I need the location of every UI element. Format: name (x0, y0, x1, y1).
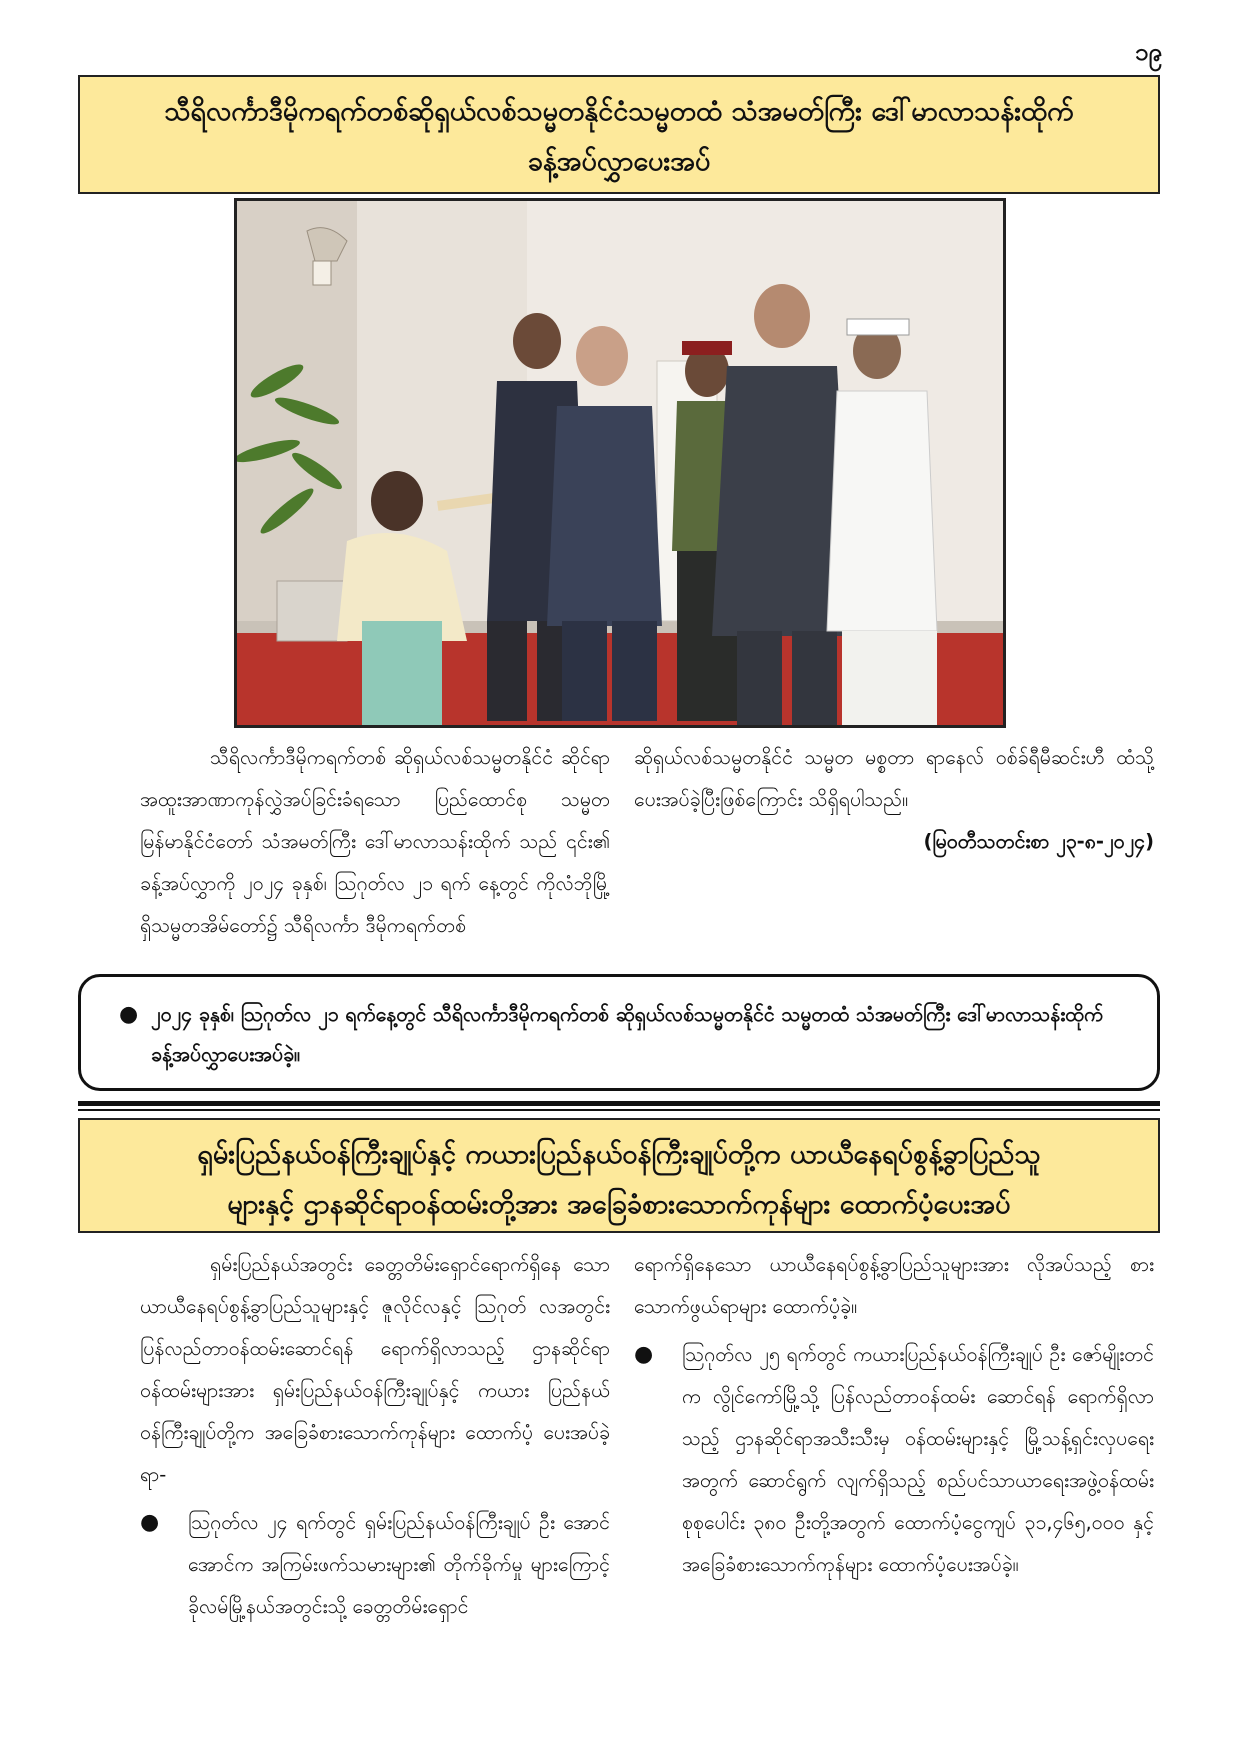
article-1-paragraph-left: သီရိလင်္ကာဒီမိုကရက်တစ် ဆိုရှယ်လစ်သမ္မတနိုင်ငံ ဆိုင်ရာ အထူးအာဏာကုန်လွှဲအပ်ခြင်းခံရသော ပြည်ထောင်စု သမ္မတမြန်မာနိုင်ငံတော် သံအမတ်ကြီး ဒေါ်မာလာသန်းထိုက် သည် ၎င်း၏ ခန့်အပ်လွှာကို ၂၀၂၄ ခုနှစ်၊ ဩဂုတ်လ ၂၁ ရက် နေ့တွင် ကိုလံဘိုမြို့ရှိသမ္မတအိမ်တော်၌ သီရိလင်္ကာ ဒီမိုကရက်တစ် (140, 746, 610, 937)
article-1-summary: ၂၀၂၄ ခုနှစ်၊ ဩဂုတ်လ ၂၁ ရက်နေ့တွင် သီရိလင်္ကာဒီမိုကရက်တစ် ဆိုရှယ်လစ်သမ္မတနိုင်ငံ သမ္မတထံ သံအမတ်ကြီး ဒေါ်မာလာသန်းထိုက် ခန့်အပ်လွှာပေးအပ်ခဲ့။ (151, 1003, 1104, 1066)
bullet-icon: ● (634, 1342, 654, 1367)
article-2-bullet-1-text: ဩဂုတ်လ ၂၄ ရက်တွင် ရှမ်းပြည်နယ်ဝန်ကြီးချုပ် ဦး အောင်အောင်က အကြမ်းဖက်သမားများ၏ တိုက်ခိုက်မှု များကြောင့် ခိုလမ်မြို့နယ်အတွင်းသို့ ခေတ္တတိမ်းရှောင် (188, 1511, 610, 1618)
article-1-title (78, 75, 1160, 194)
article-1-column-right (634, 737, 1154, 863)
ceremony-photo (234, 198, 1006, 728)
bullet-icon: ● (119, 1002, 139, 1027)
article-2-title-line-2: များနှင့် ဌာနဆိုင်ရာဝန်ထမ်းတို့အား အခြေခံစားသောက်ကုန်များ ထောက်ပံ့ပေးအပ် (227, 1189, 1011, 1220)
section-divider-thin (78, 1109, 1160, 1111)
article-1-title-line-1: သီရိလင်္ကာဒီမိုကရက်တစ်ဆိုရှယ်လစ်သမ္မတနိုင်ငံသမ္မတထံ သံအမတ်ကြီး ဒေါ်မာလာသန်းထိုက် (164, 96, 1074, 127)
section-divider (78, 1101, 1160, 1106)
article-2-intro: ရှမ်းပြည်နယ်အတွင်း ခေတ္တတိမ်းရှောင်ရောက်ရှိနေ သော ယာယီနေရပ်စွန့်ခွာပြည်သူများနှင့် ဇူလိုင်လနှင့် ဩဂုတ် လအတွင်း ပြန်လည်တာဝန်ထမ်းဆောင်ရန် ရောက်ရှိလာသည့် ဌာနဆိုင်ရာဝန်ထမ်းများအား ရှမ်းပြည်နယ်ဝန်ကြီးချုပ်နှင့် ကယား ပြည်နယ်ဝန်ကြီးချုပ်တို့က အခြေခံစားသောက်ကုန်များ ထောက်ပံ့ ပေးအပ်ခဲ့ရာ- (140, 1253, 610, 1486)
article-2-bullet-1 (140, 1502, 610, 1628)
article-2-bullet-1-continued: ရောက်ရှိနေသော ယာယီနေရပ်စွန့်ခွာပြည်သူများအား လိုအပ်သည့် စားသောက်ဖွယ်ရာများ ထောက်ပံ့ခဲ့။ (634, 1253, 1154, 1318)
article-1-summary-box (78, 974, 1160, 1091)
article-1-paragraph-right: ဆိုရှယ်လစ်သမ္မတနိုင်ငံ သမ္မတ မစ္စတာ ရာနေလ် ဝစ်ခ်ရီမီဆင်းဟီ ထံသို့ ပေးအပ်ခဲ့ပြီးဖြစ်ကြောင်း သိရှိရပါသည်။ (634, 746, 1154, 811)
article-1-title-line-2: ခန့်အပ်လွှာပေးအပ် (527, 146, 711, 177)
article-2-title-line-1: ရှမ်းပြည်နယ်ဝန်ကြီးချုပ်နှင့် ကယားပြည်နယ်ဝန်ကြီးချုပ်တို့က ယာယီနေရပ်စွန့်ခွာပြည်သူ (197, 1139, 1041, 1170)
page-number: ၁၉ (1135, 38, 1162, 66)
article-2-title (78, 1118, 1160, 1233)
article-2-bullet-2-text: ဩဂုတ်လ ၂၅ ရက်တွင် ကယားပြည်နယ်ဝန်ကြီးချုပ် ဦး ဇော်မျိုးတင်က လွိုင်ကော်မြို့သို့ ပြန်လည်တာဝန်ထမ်း ဆောင်ရန် ရောက်ရှိလာသည့် ဌာနဆိုင်ရာအသီးသီးမှ ဝန်ထမ်းများနှင့် မြို့သန့်ရှင်းလှပရေးအတွက် ဆောင်ရွက် လျက်ရှိသည့် စည်ပင်သာယာရေးအဖွဲ့ဝန်ထမ်း စုစုပေါင်း ၃၈၀ ဦးတို့အတွက် ထောက်ပံ့ငွေကျပ် ၃၁,၄၆၅,၀၀၀ နှင့် အခြေခံစားသောက်ကုန်များ ထောက်ပံ့ပေးအပ်ခဲ့။ (682, 1343, 1154, 1576)
article-1-column-left (140, 737, 610, 947)
ceremony-photo-illustration (237, 201, 1003, 725)
article-1-source: (မြဝတီသတင်းစာ ၂၃-၈-၂၀၂၄) (923, 830, 1154, 853)
article-2-column-left (140, 1244, 610, 1628)
article-2-bullet-2 (634, 1334, 1154, 1586)
bullet-icon: ● (140, 1510, 160, 1535)
article-2-column-right (634, 1244, 1154, 1586)
